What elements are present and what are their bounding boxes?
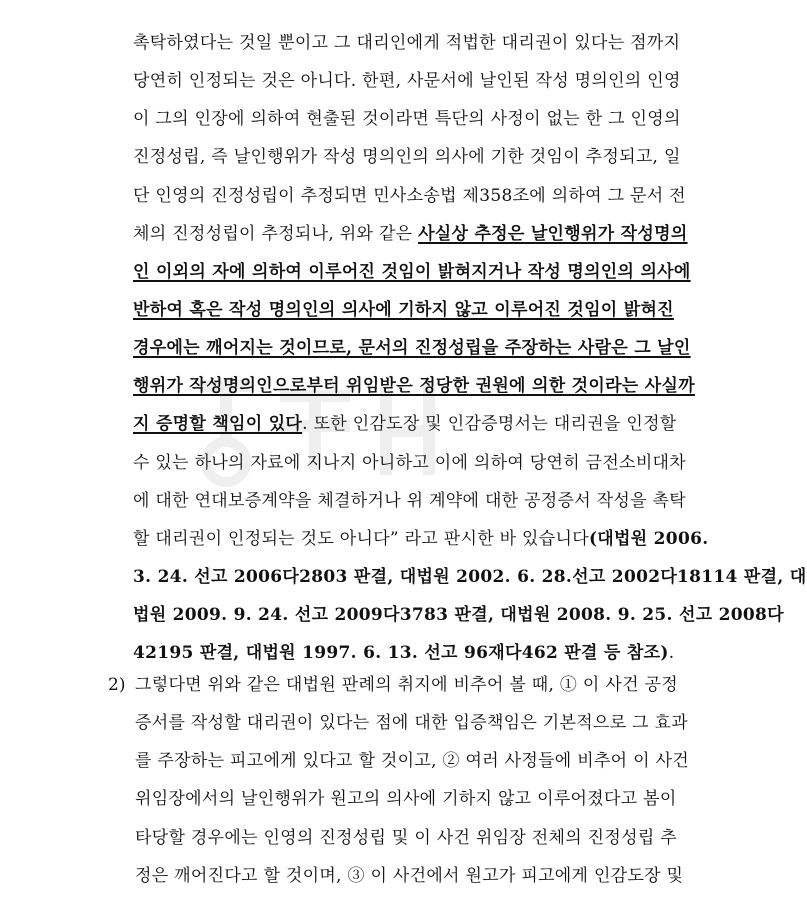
text-line xyxy=(133,62,681,100)
text-segment: 반하여 혹은 작성 명의인의 의사에 기하지 않고 이루어진 것임이 밝혀진 xyxy=(133,299,674,320)
text-line xyxy=(133,520,709,558)
paragraph-1 xyxy=(133,24,807,672)
text-segment: 를 주장하는 피고에게 있다고 할 것이고, ② 여러 사정들에 비추어 이 사건 xyxy=(135,751,689,772)
text-segment: . xyxy=(668,643,675,664)
text-segment: 지 증명할 책임이 있다 xyxy=(133,414,303,435)
text-segment: 촉탁하였다는 것일 뿐이고 그 대리인에게 적법한 대리권이 있다는 점까지 xyxy=(133,33,681,53)
text-line xyxy=(135,666,678,704)
text-segment: 위임장에서의 날인행위가 원고의 의사에 기하지 않고 이루어졌다고 봄이 xyxy=(135,789,677,810)
text-segment: 법원 2009. 9. 24. 선고 2009다3783 판결, 대법원 2008. 9. 25. 선고 2008다 xyxy=(133,605,784,626)
text-segment: 경우에는 깨어지는 것이므로, 문서의 진정성립을 주장하는 사람은 그 날인 xyxy=(133,338,691,359)
text-segment: . 또한 인감도장 및 인감증명서는 대리권을 인정할 xyxy=(302,414,677,435)
text-segment: 타당할 경우에는 인영의 진정성립 및 이 사건 위임장 전체의 진정성립 추 xyxy=(135,827,677,848)
text-line xyxy=(133,482,686,520)
paragraph-2-body xyxy=(108,666,689,895)
text-line xyxy=(133,329,691,367)
text-line xyxy=(133,253,691,291)
text-segment: 할 대리권이 인정되는 것도 아니다” 라고 판시한 바 있습니다 xyxy=(133,528,589,549)
text-line xyxy=(135,742,689,780)
text-segment: 3. 24. 선고 2006다2803 판결, 대법원 2002. 6. 28.선고 2002다18114 판결, 대 xyxy=(133,566,807,587)
text-segment: 당연히 인정되는 것은 아니다. 한편, 사문서에 날인된 작성 명의인의 인영 xyxy=(133,71,681,92)
text-segment: 정은 깨어진다고 할 것이며, ③ 이 사건에서 원고가 피고에게 인감도장 및 xyxy=(135,865,684,886)
text-line xyxy=(135,780,677,818)
text-segment: 인 이외의 자에 의하여 이루어진 것임이 밝혀지거나 작성 명의인의 의사에 xyxy=(133,261,691,282)
text-line xyxy=(135,857,684,895)
text-line xyxy=(133,138,681,176)
text-segment: 진정성립, 즉 날인행위가 작성 명의인의 의사에 기한 것임이 추정되고, 일 xyxy=(133,147,681,168)
text-line xyxy=(133,291,674,329)
text-line xyxy=(133,100,681,138)
text-segment: 행위가 작성명의인으로부터 위임받은 정당한 권원에 의한 것이라는 사실까 xyxy=(133,376,695,397)
text-segment: 이 그의 인장에 의하여 현출된 것이라면 특단의 사정이 없는 한 그 인영의 xyxy=(133,109,681,130)
text-line xyxy=(135,819,677,857)
text-line xyxy=(133,367,695,405)
text-line xyxy=(133,215,688,253)
paragraph-2 xyxy=(108,666,689,895)
text-segment: 체의 진정성립이 추정되나, 위와 같은 xyxy=(133,223,419,244)
list-marker: 2) xyxy=(108,675,126,695)
text-segment: 42195 판결, 대법원 1997. 6. 13. 선고 96재다462 판결 등 참조) xyxy=(133,643,669,664)
text-line xyxy=(133,405,677,443)
text-segment: (대법원 2006. xyxy=(588,528,709,549)
text-segment: 단 인영의 진정성립이 추정되면 민사소송법 제358조에 의하여 그 문서 전 xyxy=(133,185,686,206)
text-segment: 사실상 추정은 날인행위가 작성명의 xyxy=(418,223,688,244)
text-line xyxy=(133,558,807,596)
text-line xyxy=(133,444,686,482)
text-segment: 증서를 작성할 대리권이 있다는 점에 대한 입증책임은 기본적으로 그 효과 xyxy=(135,713,688,734)
text-segment: 에 대한 연대보증계약을 체결하거나 위 계약에 대한 공정증서 작성을 촉탁 xyxy=(133,490,686,511)
text-segment: 수 있는 하나의 자료에 지나지 아니하고 이에 의하여 당연히 금전소비대차 xyxy=(133,452,686,473)
text-line xyxy=(133,24,681,62)
text-segment: 그렇다면 위와 같은 대법원 판례의 취지에 비추어 볼 때, ① 이 사건 공정 xyxy=(135,675,678,695)
text-line xyxy=(133,177,686,215)
text-line xyxy=(133,596,784,634)
text-line xyxy=(135,704,688,742)
